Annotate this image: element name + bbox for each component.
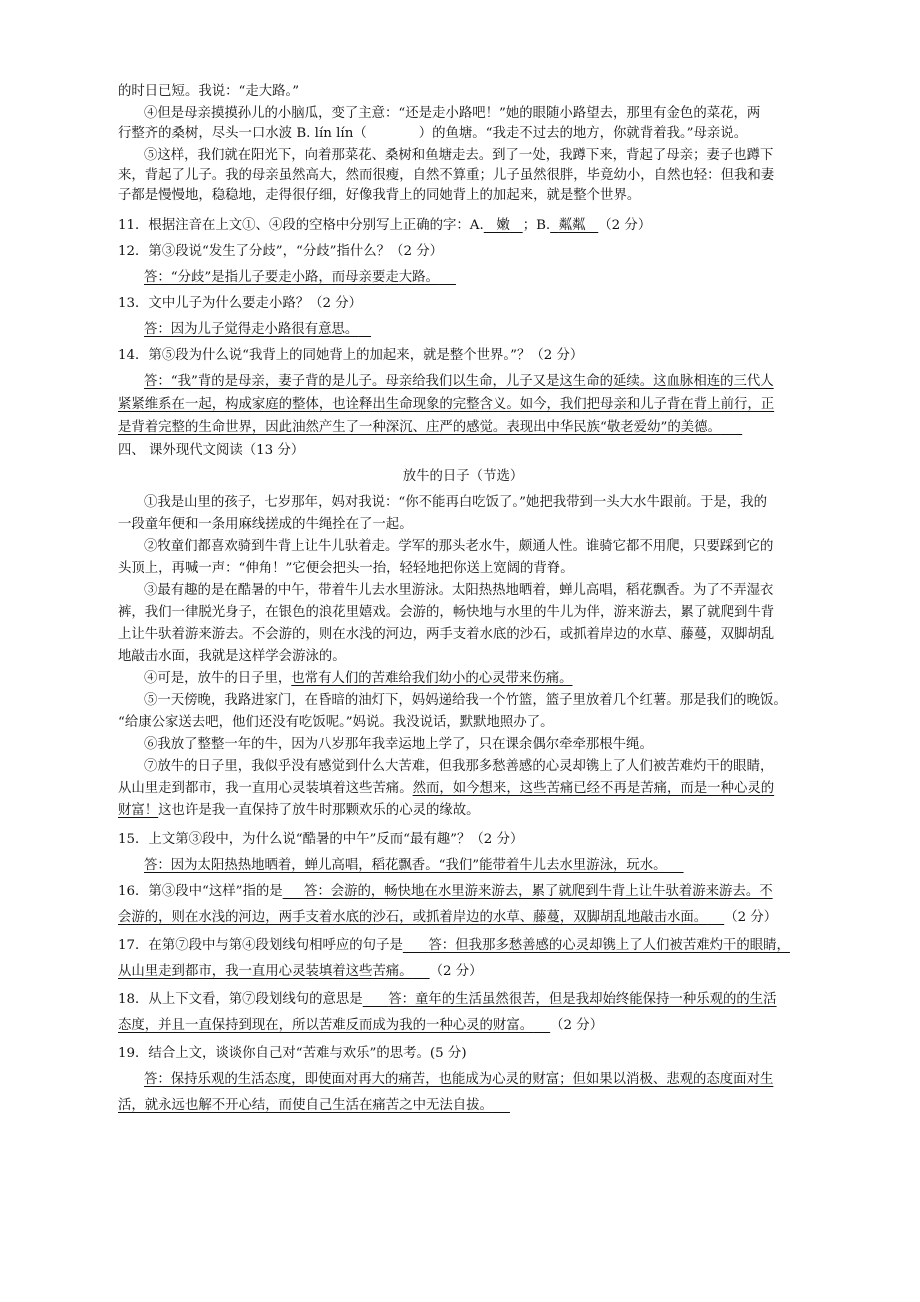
question-15: 15．上文第③段中，为什么说“酷暑的中午”反而“最有趣”？（2 分） xyxy=(118,832,524,847)
answer-15: 答：因为太阳热热地晒着，蝉儿高唱，稻花飘香。“我们”能带着牛儿去水里游泳，玩水。 xyxy=(144,858,667,873)
article-paragraph-3-line-3: 上让牛驮着游来游去。不会游的，则在水浅的河边，两手支着水底的沙石，或抓着岸边的水草、藤蔓，双脚胡乱 xyxy=(118,627,775,642)
article-paragraph-7: ⑦放牛的日子里，我似乎没有感觉到什么大苦难，但我那多愁善感的心灵却镌上了人们被苦难灼干的眼睛， xyxy=(144,759,774,774)
article-paragraph-4-text: ④可是，放牛的日子里， xyxy=(144,671,292,686)
article-paragraph-2-line-2: 头顶上，再喊一声：“伸角！”它便会把头一抬，轻轻地把你送上宽阔的背脊。 xyxy=(118,561,574,576)
answer-14: 答：“我”背的是母亲，妻子背的是儿子。母亲给我们以生命，儿子又是这生命的延续。这血脉相连的三代人 xyxy=(144,374,774,389)
question-11-text: 11．根据注音在上文①、④段的空格中分别写上正确的字：A. xyxy=(118,218,484,233)
section-heading: 四、 课外现代文阅读（13 分） xyxy=(118,443,305,458)
article-paragraph-1: ①我是山里的孩子，七岁那年，妈对我说：“你不能再白吃饭了。”她把我带到一头大水牛跟前。于是，我的 xyxy=(144,495,767,510)
paragraph-4: ④但是母亲摸摸孙儿的小脑瓜，变了主意：“还是走小路吧！”她的眼随小路望去，那里有金色的菜花，两 xyxy=(144,106,761,121)
answer-12: 答：“分歧”是指儿子要走小路，而母亲要走大路。 xyxy=(144,270,439,285)
article-title: 放牛的日子（节选） xyxy=(402,469,524,484)
answer-11-b: 粼粼 xyxy=(558,218,586,233)
question-11 xyxy=(118,216,808,236)
article-paragraph-2: ②牧童们都喜欢骑到牛背上让牛儿驮着走。学军的那头老水牛，颇通人性。谁骑它都不用爬，只要踩到它的 xyxy=(144,539,774,554)
question-18: 18．从上下文看，第⑦段划线句的意思是 答：童年的生活虽然很苦，但是我却始终能保持一种乐观的的生活 xyxy=(118,992,777,1007)
underlined-sentence: 然而，如今想来，这些苦痛已经不再是苦痛，而是一种心灵的 xyxy=(412,781,775,796)
answer-16-line-2: 会游的，则在水浅的河边，两手支着水底的沙石，或抓着岸边的水草、藤蔓，双脚胡乱地敲击水面。 （2 分） xyxy=(118,910,778,925)
article-paragraph-4 xyxy=(118,669,808,689)
question-13: 13．文中儿子为什么要走小路？（2 分） xyxy=(118,296,363,311)
article-paragraph-3-line-2: 裤，我们一律脱光身子，在银色的浪花里嬉戏。会游的，畅快地与水里的牛儿为伴，游来游去，累了就爬到牛背 xyxy=(118,605,775,620)
article-paragraph-7-line-3: 财富！这也许是我一直保持了放牛时那颗欢乐的心灵的缘故。 xyxy=(118,803,480,818)
question-16: 16．第③段中“这样”指的是 答：会游的，畅快地在水里游来游去，累了就爬到牛背上让牛驮着游来游去。不 xyxy=(118,884,773,899)
answer-19: 答：保持乐观的生活态度，即使面对再大的痛苦，也能成为心灵的财富；但如果以消极、悲观的态度面对生 xyxy=(144,1072,774,1087)
question-14: 14．第⑤段为什么说“我背上的同她背上的加起来，就是整个世界。”？（2 分） xyxy=(118,348,584,363)
paragraph-5: ⑤这样，我们就在阳光下，向着那菜花、桑树和鱼塘走去。到了一处，我蹲下来，背起了母亲；妻子也蹲下 xyxy=(144,148,774,163)
article-paragraph-5: ⑤一天傍晚，我路进家门，在昏暗的油灯下，妈妈递给我一个竹篮，篮子里放着几个红薯。那是我们的晚饭。 xyxy=(144,693,787,708)
document-page xyxy=(118,82,808,1116)
paragraph-4-text-b: ）的鱼塘。“我走不过去的地方，你就背着我。”母亲说。 xyxy=(418,126,748,141)
paragraph-5-line-2: 来，背起了儿子。我的母亲虽然高大，然而很瘦，自然不算重；儿子虽然很胖，毕竟幼小，自然也轻：但我和妻 xyxy=(118,168,775,183)
answer-14-line-3: 是背着完整的生命世界，因此油然产生了一种深沉、庄严的感觉。表现出中华民族“敬老爱幼”的美德。 xyxy=(118,420,721,435)
article-paragraph-3: ③最有趣的是在酷暑的中午，带着牛儿去水里游泳。太阳热热地晒着，蝉儿高唱，稻花飘香。为了不弄湿衣 xyxy=(144,583,774,598)
paragraph-5-line-3: 子都是慢慢地，稳稳地，走得很仔细，好像我背上的同她背上的加起来，就是整个世界。 xyxy=(118,188,641,203)
article-paragraph-3-line-4: 地敲击水面，我就是这样学会游泳的。 xyxy=(118,649,346,664)
question-11-text-b: ；B. xyxy=(522,218,551,233)
answer-18-line-2: 态度，并且一直保持到现在，所以苦难反而成为我的一种心灵的财富。 （2 分） xyxy=(118,1018,604,1033)
answer-19-line-2: 活，就永远也解不开心结，而使自己生活在痛苦之中无法自拔。 xyxy=(118,1098,493,1113)
article-paragraph-5-line-2: “给康公家送去吧，他们还没有吃饭呢。”妈说。我没说话，默默地照办了。 xyxy=(118,715,554,730)
question-17: 17．在第⑦段中与第④段划线句相呼应的句子是 答：但我那多愁善感的心灵却镌上了人们被苦难灼干的眼睛， xyxy=(118,938,790,953)
answer-14-line-2: 紧紧维系在一起，构成家庭的整体，也诠释出生命现象的完整含义。如今，我们把母亲和儿子背在背上前行，正 xyxy=(118,397,775,412)
answer-17-line-2: 从山里走到都市，我一直用心灵装填着这些苦痛。 （2 分） xyxy=(118,964,483,979)
paragraph-fragment: 的时日已短。我说：“走大路。” xyxy=(118,84,300,99)
article-paragraph-7-line-2: 从山里走到都市，我一直用心灵装填着这些苦痛。然而，如今想来，这些苦痛已经不再是苦痛，而是一种心灵的 xyxy=(118,781,775,796)
paragraph-4-text-a: 行整齐的桑树，尽头一口水波 B. lín lín（ xyxy=(118,126,367,141)
question-12: 12．第③段说“发生了分歧”，“分歧”指什么？（2 分） xyxy=(118,244,444,259)
answer-11-a: 嫩 xyxy=(496,218,510,233)
article-paragraph-1-line-2: 一段童年便和一条用麻线搓成的牛绳拴在了一起。 xyxy=(118,517,413,532)
question-19: 19．结合上文，谈谈你自己对“苦难与欢乐”的思考。(5 分) xyxy=(118,1046,467,1061)
paragraph-4-line-2 xyxy=(118,124,808,144)
answer-13: 答：因为儿子觉得走小路很有意思。 xyxy=(144,322,359,337)
underlined-sentence: 也常有人们的苦难给我们幼小的心灵带来伤痛。 xyxy=(291,671,573,686)
question-11-points: （2 分） xyxy=(598,218,652,233)
article-paragraph-6: ⑥我放了整整一年的牛，因为八岁那年我幸运地上学了，只在课余偶尔牵牵那根牛绳。 xyxy=(144,737,653,752)
